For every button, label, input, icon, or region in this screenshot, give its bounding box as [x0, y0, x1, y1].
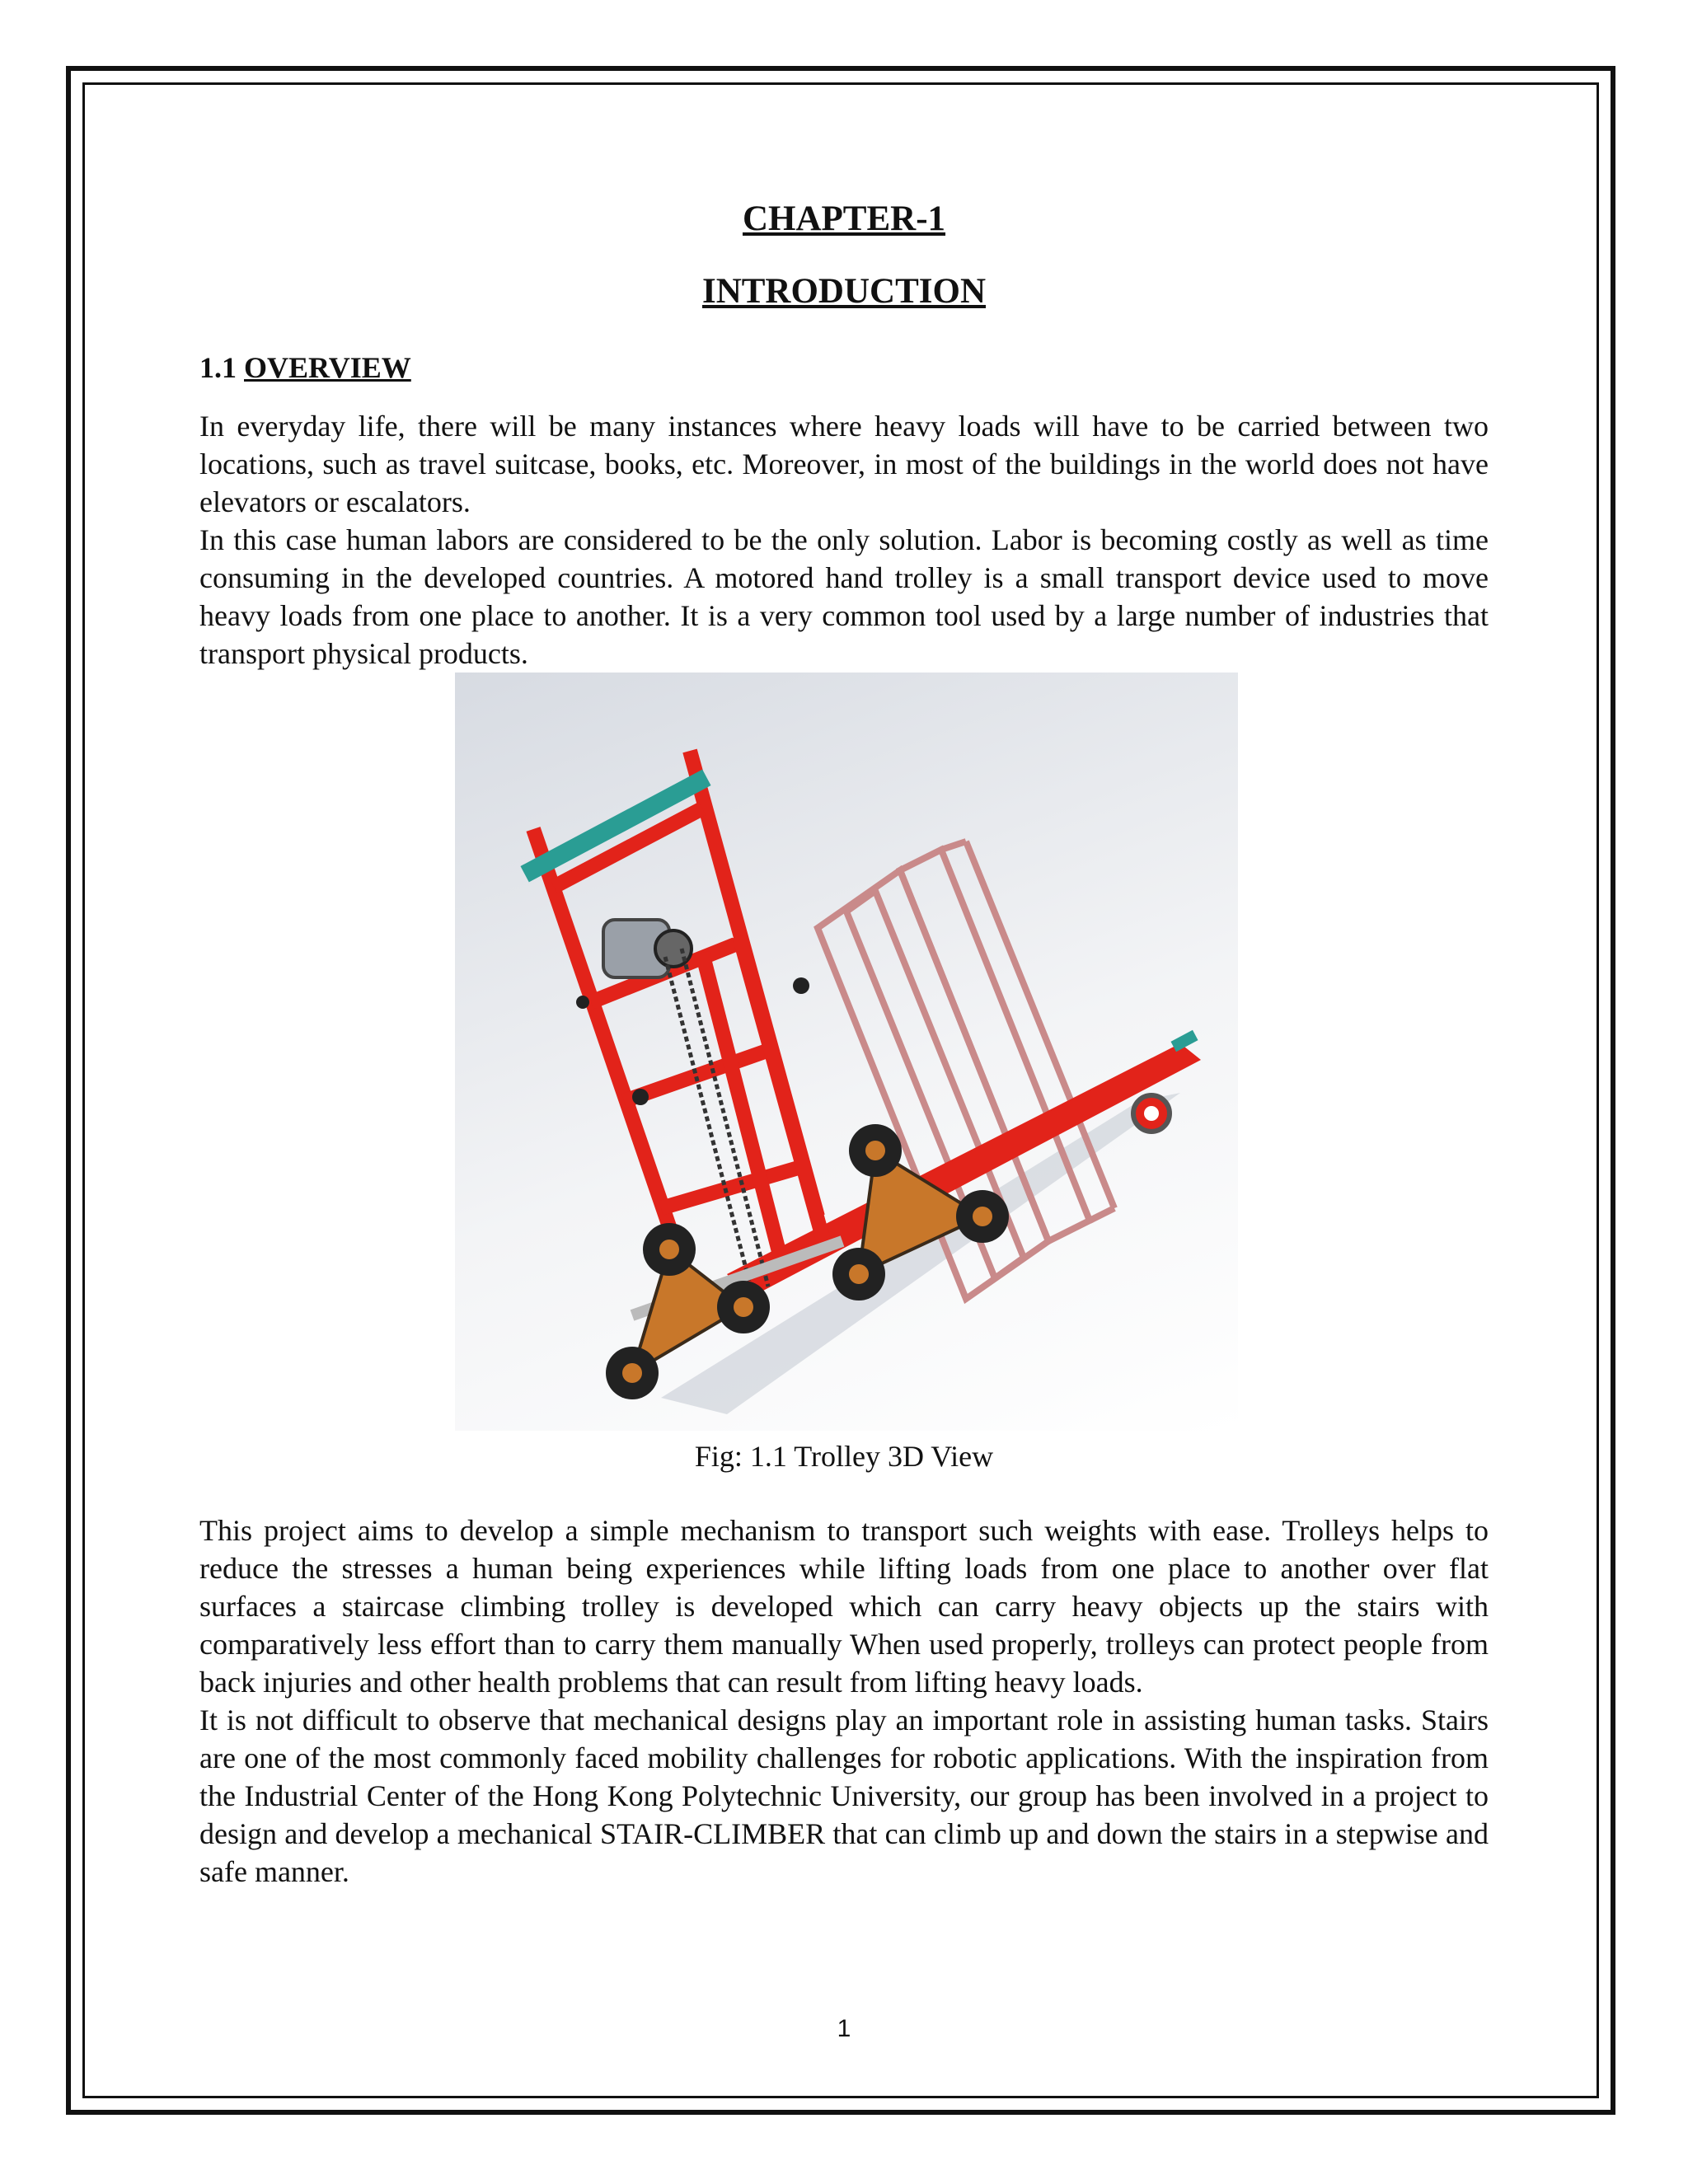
section-heading — [199, 350, 1489, 386]
paragraph-2: In this case human labors are considered to be the only solution. Labor is becoming costly as well as time consuming in the developed countries. A motored hand trolley is a small transport device used to move heavy loads from one place to another. It is a very common tool used by a large number of industries that transport physical products. — [199, 523, 1489, 671]
trolley-illustration — [455, 673, 1238, 1431]
page-content — [199, 198, 1489, 1891]
paragraph-4: It is not difficult to observe that mechanical designs play an important role in assisting human tasks. Stairs are one of the most commonly faced mobility challenges for robotic applications. With the inspiration from the Industrial Center of the Hong Kong Polytechnic University, our group has been involved in a project to design and develop a mechanical STAIR-CLIMBER that can climb up and down the stairs in a stepwise and safe manner. — [199, 1704, 1489, 1889]
paragraph-1: In everyday life, there will be many instances where heavy loads will have to be carried between two locations, such as travel suitcase, books, etc. Moreover, in most of the buildings in the world does not have elevators or escalators. — [199, 410, 1489, 519]
chapter-title: INTRODUCTION — [701, 271, 987, 311]
figure-caption: Fig: 1.1 Trolley 3D View — [694, 1440, 994, 1474]
paragraph-3: This project aims to develop a simple mechanism to transport such weights with ease. Trolleys helps to reduce the stresses a human being experiences while lifting loads from one place to another over flat surfaces a staircase climbing trolley is developed which can carry heavy objects up the stairs with comparatively less effort than to carry them manually When used properly, trolleys can protect people from back injuries and other health problems that can result from lifting heavy loads. — [199, 1514, 1489, 1699]
section-name: OVERVIEW — [244, 351, 411, 385]
trolley-3d-figure — [455, 673, 1238, 1431]
chapter-heading: CHAPTER-1 — [742, 199, 946, 238]
section-number: 1.1 — [199, 351, 237, 385]
page-number: 1 — [837, 2015, 851, 2042]
